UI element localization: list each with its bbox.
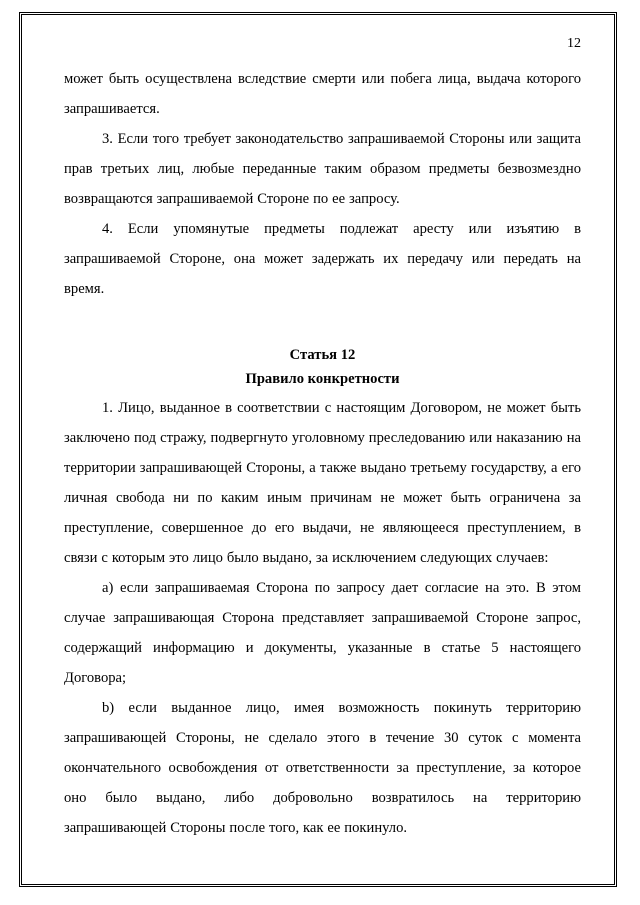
paragraph-item-4: 4. Если упомянутые предметы подлежат аресту или изъятию в запрашиваемой Стороне, она может задержать их передачу или передать на время.	[64, 221, 581, 297]
paragraph-item-3: 3. Если того требует законодательство запрашиваемой Стороны или защита прав третьих лиц, любые переданные таким образом предметы безвозмездно возвращаются запрашиваемой Стороне по ее запросу.	[64, 131, 581, 207]
article-subitem-b: b) если выданное лицо, имея возможность покинуть территорию запрашивающей Стороны, не сделало этого в течение 30 суток с момента окончательного освобождения от ответственности за преступление, за которое оно было выдано, либо добровольно возвратилось на территорию запрашивающей Стороны после того, как ее покинуло.	[64, 700, 581, 836]
paragraph-group-continuation	[64, 64, 581, 304]
article-paragraph-1: 1. Лицо, выданное в соответствии с настоящим Договором, не может быть заключено под стражу, подвергнуто уголовному преследованию или наказанию на территории запрашивающей Стороны, а также выдано третьему государству, а его личная свобода ни по каким иным причинам не может быть ограничена за преступление, совершенное до его выдачи, не являющееся преступлением, в связи с которым это лицо было выдано, за исключением следующих случаев:	[64, 400, 581, 566]
page-border-frame	[19, 12, 617, 887]
article-body	[64, 393, 581, 843]
article-subitem-a: а) если запрашиваемая Сторона по запросу дает согласие на это. В этом случае запрашивающая Сторона представляет запрашиваемой Стороне запрос, содержащий информацию и документы, указанные в статье 5 настоящего Договора;	[64, 580, 581, 686]
page-number: 12	[567, 36, 581, 51]
article-number-heading: Статья 12	[289, 347, 356, 363]
page-content	[64, 34, 581, 843]
paragraph-continuation: может быть осуществлена вследствие смерти или побега лица, выдача которого запрашивается.	[64, 71, 581, 117]
article-title-heading: Правило конкретности	[245, 371, 400, 387]
